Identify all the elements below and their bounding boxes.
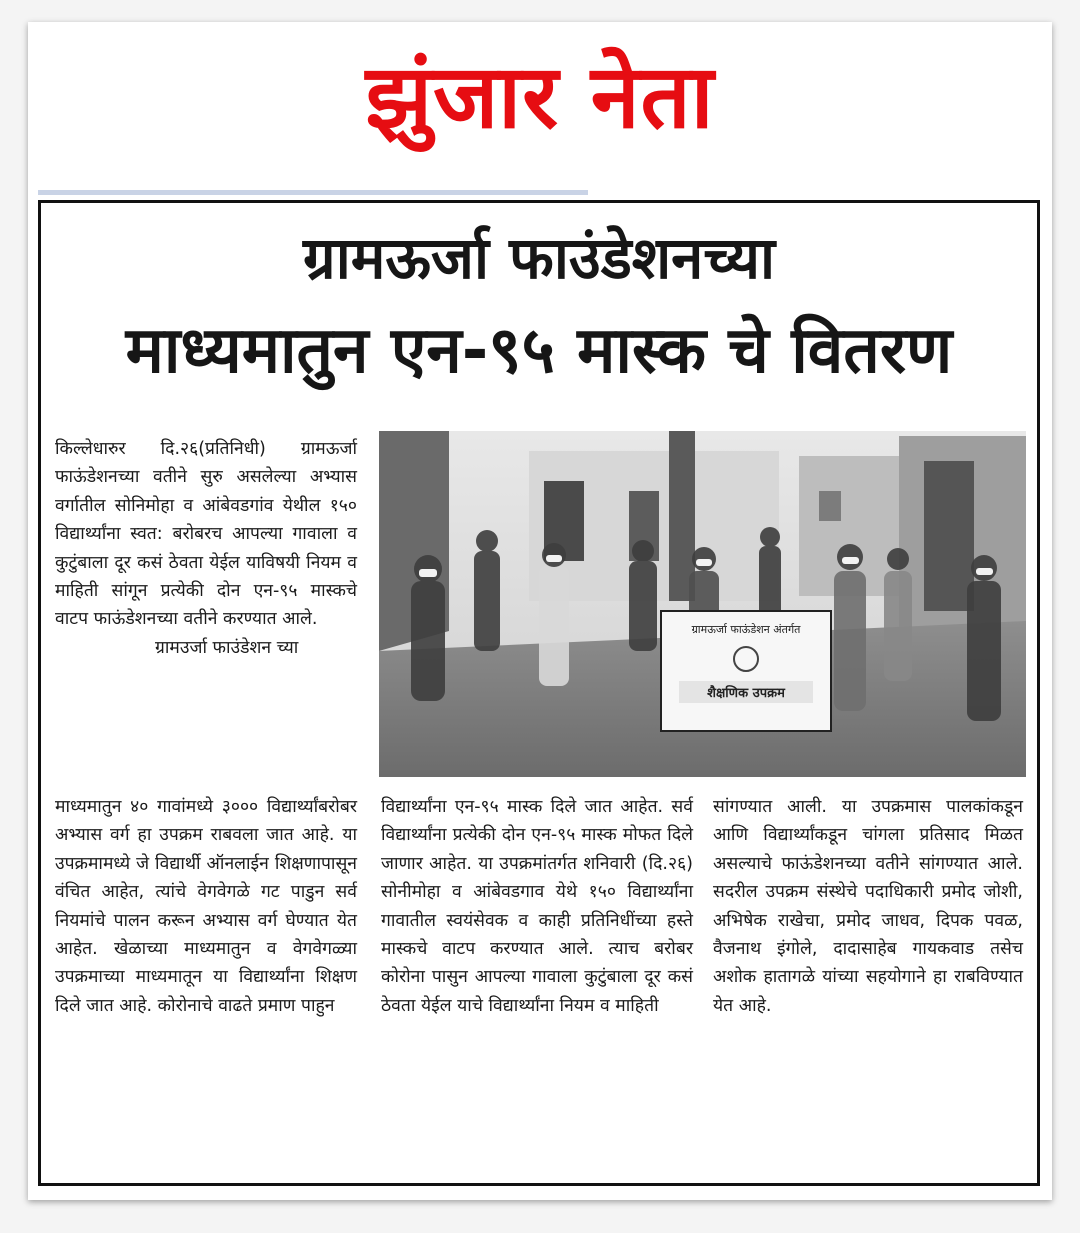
- headline-line-1: ग्रामऊर्जा फाउंडेशनच्या: [302, 224, 775, 292]
- banner-text-line-2: शैक्षणिक उपक्रम: [707, 686, 785, 701]
- headline-line-2: माध्यमातुन एन-९५ मास्क चे वितरण: [125, 314, 953, 388]
- masthead: [28, 22, 1052, 172]
- newspaper-clipping: [28, 22, 1052, 1200]
- article-column-3: विद्यार्थ्यांना एन-९५ मास्क दिले जात आहेत. सर्व विद्यार्थ्यांना प्रत्येकी दोन एन-९५ मास्क मोफत दिले जाणार आहेत. या उपक्रमांतर्गत शनिवारी (दि.२६) सोनीमोहा व आंबेवडगाव येथे १५० विद्यार्थ्यांना गावातील स्वयंसेवक व काही प्रतिनिधींच्या हस्ते मास्कचे वाटप करण्यात आले. त्याच बरोबर कोरोना पासुन आपल्या गावाला कुटुंबाला दूर कसं ठेवता येईल याचे विद्यार्थ्यांना नियम व माहिती: [381, 797, 693, 1016]
- masthead-rule: [38, 190, 588, 195]
- article-column-2: माध्यमातुन ४० गावांमध्ये ३००० विद्यार्थ्यांबरोबर अभ्यास वर्ग हा उपक्रम राबवला जात आहे. या उपक्रमामध्ये जे विद्यार्थी ऑनलाईन शिक्षणापासून वंचित आहेत, त्यांचे वेगवेगळे गट पाडुन सर्व नियमांचे पालन करून अभ्यास वर्ग घेण्यात येत आहेत. खेळाच्या माध्यमातुन व वेगवेगळ्या उपक्रमाच्या माध्यमातून या विद्यार्थ्यांना शिक्षण दिले जात आहे. कोरोनाचे वाढते प्रमाण पाहुन: [55, 797, 357, 1016]
- children-with-masks-photo: [379, 431, 1026, 777]
- newspaper-title: झुंजार नेता: [365, 45, 715, 148]
- banner-text-line-1: ग्रामऊर्जा फाऊंडेशन अंतर्गत: [691, 623, 801, 636]
- column-1-continuation: ग्रामउर्जा फाउंडेशन च्या: [155, 637, 299, 658]
- column-1-paragraph: किल्लेधारुर दि.२६(प्रतिनिधी) ग्रामऊर्जा फाऊंडेशनच्या वतीने सुरु असलेल्या अभ्यास वर्गातील सोनिमोहा व आंबेवडगांव येथील १५० विद्यार्थ्यांना स्वत: बरोबरच आपल्या गावाला व कुटुंबाला दूर कसं ठेवता येईल याविषयी नियम व माहिती सांगून प्रत्येकी दोन एन-९५ मास्कचे वाटप फाऊंडेशनच्या वतीने करण्यात आले.: [55, 439, 357, 630]
- article-column-1: [55, 435, 357, 662]
- article-column-4: सांगण्यात आली. या उपक्रमास पालकांकडून आणि विद्यार्थ्यांकडून चांगला प्रतिसाद मिळत असल्याचे फाऊंडेशनच्या वतीने सांगण्यात आले. सदरील उपक्रम संस्थेचे पदाधिकारी प्रमोद जोशी, अभिषेक राखेचा, प्रमोद जाधव, दिपक पवळ, वैजनाथ इंगोले, दादासाहेब गायकवाड तसेच अशोक हातागळे यांच्या सहयोगाने हा राबविण्यात येत आहे.: [713, 797, 1023, 1016]
- article-photo: [379, 431, 1026, 777]
- article: [38, 200, 1040, 1186]
- foundation-banner: [661, 611, 831, 731]
